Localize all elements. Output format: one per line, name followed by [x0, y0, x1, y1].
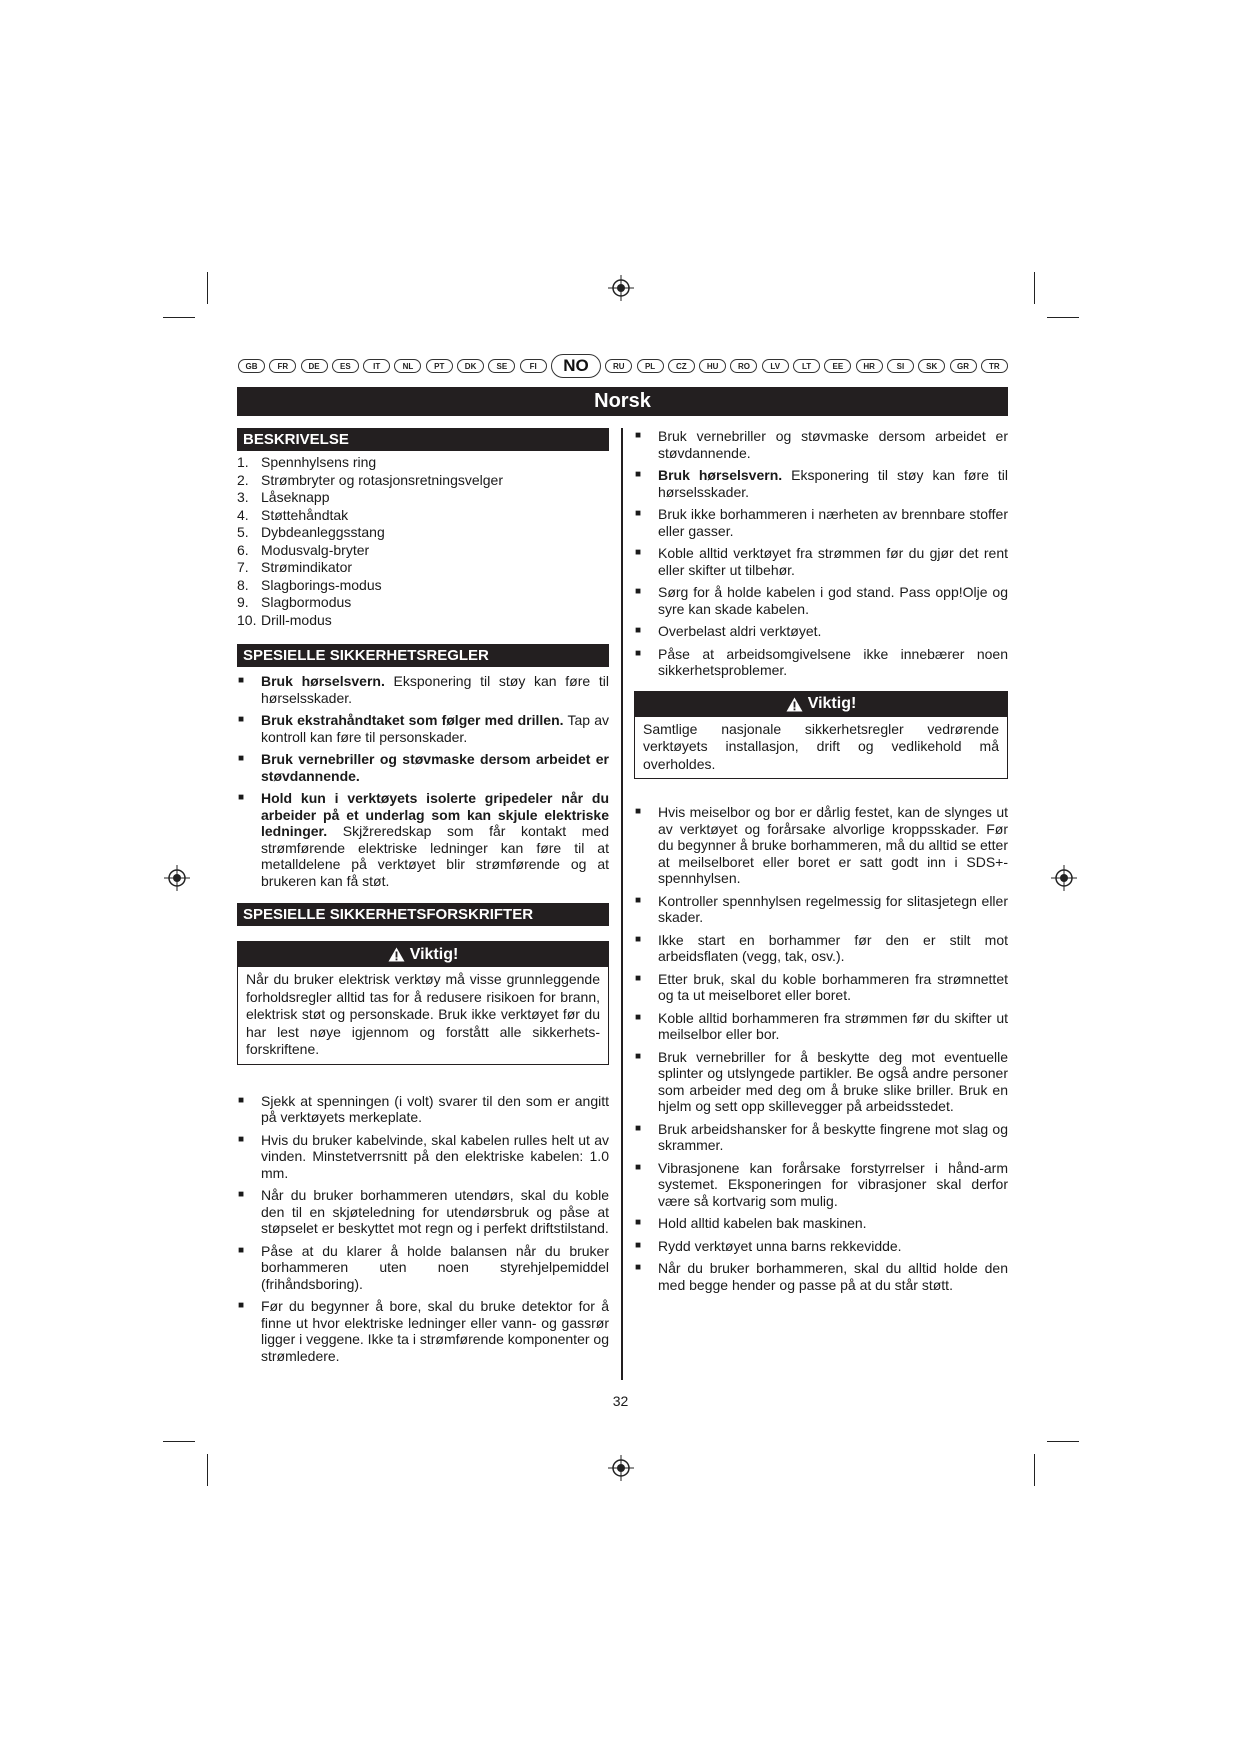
item-label: Strømbryter og rotasjonsretningsvelger	[261, 471, 503, 488]
language-gb[interactable]: GB	[238, 359, 265, 373]
warning-title: Viktig!	[409, 945, 459, 963]
item-text: Sørg for å holde kabelen i god stand. Pass opp!Olje og syre kan skade kabelen.	[658, 584, 1008, 617]
language-sk[interactable]: SK	[918, 359, 945, 373]
item-number: 1.	[237, 454, 249, 470]
item-number: 9.	[237, 594, 249, 610]
list-item	[237, 673, 609, 706]
list-item	[237, 712, 609, 745]
warning-triangle-icon	[786, 697, 803, 712]
list-item	[237, 524, 609, 542]
list-item: ■ Hvis du bruker kabelvinde, skal kabelen rulles helt ut av vinden. Minstetverrsnitt på den elektriske kabelen: 1.0 mm.	[237, 1132, 609, 1182]
item-number: 10.	[237, 611, 257, 628]
list-item: ■ Før du begynner å bore, skal du bruke detektor for å finne ut hvor elektriske ledninger eller vann- og gassrør ligger i veggene. Ikke ta i strømførende komponenter og strømledere.	[237, 1298, 609, 1364]
language-fr[interactable]: FR	[269, 359, 296, 373]
page-number: 32	[612, 1393, 629, 1409]
item-label: Drill-modus	[261, 611, 332, 628]
item-text: Skjžreredskap som får kontakt med strømførende elektriske ledninger kan føre til at metalldelene på verktøyet blir strømførende og at brukeren kan få støt.	[261, 823, 609, 889]
item-text: Eksponering til støy kan føre til hørselsskader.	[261, 673, 609, 706]
list-item: ■ Etter bruk, skal du koble borhammeren fra strømnettet og ta ut meiselboret eller boret.	[634, 971, 1008, 1004]
list-item	[634, 584, 1008, 617]
right-column	[634, 428, 1008, 1299]
list-item: ■ Når du bruker borhammeren, skal du alltid holde den med begge hender og passe på at du står støtt.	[634, 1260, 1008, 1293]
list-item	[237, 507, 609, 525]
language-pt[interactable]: PT	[426, 359, 453, 373]
list-item	[634, 506, 1008, 539]
warning-triangle-icon	[388, 947, 405, 962]
item-number: 7.	[237, 559, 249, 575]
item-label: Slagbormodus	[261, 594, 352, 610]
registration-mark-icon	[1051, 865, 1077, 891]
item-label: Støttehåndtak	[261, 506, 349, 523]
language-fi[interactable]: FI	[520, 359, 547, 373]
bold-lead: Bruk hørselsvern.	[261, 673, 385, 689]
crop-mark	[1034, 1454, 1035, 1486]
list-item	[237, 472, 609, 490]
list-item	[237, 594, 609, 612]
language-cz[interactable]: CZ	[668, 359, 695, 373]
language-lt[interactable]: LT	[793, 359, 820, 373]
language-dk[interactable]: DK	[457, 359, 484, 373]
language-ro[interactable]: RO	[730, 359, 757, 373]
registration-mark-icon	[608, 275, 634, 301]
list-item: ■ Vibrasjonene kan forårsake forstyrrelser i hånd-arm systemet. Eksponeringen for vibrasjoner skal derfor være så kortvarig som mulig.	[634, 1160, 1008, 1210]
bold-lead: Bruk ekstrahåndtaket som følger med drillen.	[261, 712, 564, 728]
list-item: ■ Bruk arbeidshansker for å beskytte fingrene mot slag og skrammer.	[634, 1121, 1008, 1154]
bold-lead: Hold kun i verktøyets isolerte gripedeler når du arbeider på et underlag som kan skjule elektriske ledninger.	[261, 790, 609, 839]
item-number: 2.	[237, 471, 249, 488]
page-title: Norsk	[237, 387, 1008, 416]
list-item	[237, 751, 609, 784]
language-no[interactable]: NO	[551, 354, 601, 378]
crop-mark	[163, 1441, 195, 1442]
list-item: ■ Bruk vernebriller for å beskytte deg mot eventuelle splinter og utslyngede partikler. Be også andre personer som arbeider med deg om å bruke slike briller. Bruk en hjelm og sett opp skillevegger på arbeidsstedet.	[634, 1049, 1008, 1115]
right-instructions-list	[634, 428, 1008, 679]
registration-mark-icon	[164, 865, 190, 891]
list-item: ■ Rydd verktøyet unna barns rekkevidde.	[634, 1238, 1008, 1255]
language-si[interactable]: SI	[887, 359, 914, 373]
item-label: Strømindikator	[261, 559, 353, 575]
safety-rules-list	[237, 673, 609, 889]
item-number: 5.	[237, 524, 249, 540]
item-number: 8.	[237, 576, 249, 593]
language-de[interactable]: DE	[301, 359, 328, 373]
language-tr[interactable]: TR	[981, 359, 1008, 373]
registration-mark-icon	[608, 1455, 634, 1481]
language-selector	[238, 353, 1008, 379]
item-text: Eksponering til støy kan føre til hørselsskader.	[658, 467, 1008, 500]
list-item	[237, 790, 609, 889]
column-divider	[621, 428, 623, 1380]
crop-mark	[1047, 1441, 1079, 1442]
item-label: Spennhylsens ring	[261, 454, 377, 470]
section-heading-regler: SPESIELLE SIKKERHETSREGLER	[237, 644, 609, 667]
language-pl[interactable]: PL	[637, 359, 664, 373]
crop-mark	[207, 1454, 208, 1486]
language-se[interactable]: SE	[488, 359, 515, 373]
bold-lead: Bruk hørselsvern.	[658, 467, 783, 483]
crop-mark	[163, 317, 195, 318]
section-heading-beskrivelse: BESKRIVELSE	[237, 428, 609, 451]
list-item: ■ Ikke start en borhammer før den er stilt mot arbeidsflaten (vegg, tak, osv.).	[634, 932, 1008, 965]
item-label: Slagborings-modus	[261, 576, 382, 593]
left-column	[237, 428, 609, 1370]
item-number: 4.	[237, 506, 249, 523]
list-item	[634, 646, 1008, 679]
language-hu[interactable]: HU	[699, 359, 726, 373]
language-gr[interactable]: GR	[950, 359, 977, 373]
item-text: Bruk vernebriller og støvmaske dersom arbeidet er støvdannende.	[658, 428, 1008, 461]
component-list	[237, 454, 609, 629]
warning-box	[634, 691, 1008, 780]
item-label: Låseknapp	[261, 489, 330, 505]
crop-mark	[207, 272, 208, 304]
item-number: 3.	[237, 489, 249, 505]
crop-mark	[1047, 317, 1079, 318]
language-it[interactable]: IT	[363, 359, 390, 373]
language-hr[interactable]: HR	[856, 359, 883, 373]
language-nl[interactable]: NL	[394, 359, 421, 373]
item-text: Påse at arbeidsomgivelsene ikke innebærer noen sikkerhetsproblemer.	[658, 645, 1008, 678]
list-item	[237, 542, 609, 560]
warning-title: Viktig!	[807, 695, 857, 712]
language-ru[interactable]: RU	[605, 359, 632, 373]
list-item: ■ Kontroller spennhylsen regelmessig for slitasjetegn eller skader.	[634, 893, 1008, 926]
item-number: 6.	[237, 541, 249, 558]
language-es[interactable]: ES	[332, 359, 359, 373]
list-item	[634, 545, 1008, 578]
list-item: ■ Hvis meiselbor og bor er dårlig festet, kan de slynges ut av verktøyet og forårsake alvorlige kroppsskader. Før du begynner å bruke borhammeren, må du alltid se etter at meilselboret eller boret er satt godt inn i SDS+-spennhylsen.	[634, 804, 1008, 887]
list-item: ■ Påse at du klarer å holde balansen når du bruker borhammeren uten noen styrehjelpemiddel (frihåndsboring).	[237, 1243, 609, 1293]
right-instructions-list-2	[634, 804, 1008, 1293]
list-item	[237, 612, 609, 630]
list-item	[237, 489, 609, 507]
item-text: Bruk ikke borhammeren i nærheten av brennbare stoffer eller gasser.	[658, 506, 1008, 539]
list-item	[237, 559, 609, 577]
warning-text: Samtlige nasjonale sikkerhetsregler vedrørende verktøyets installasjon, drift og vedlikehold må overholdes.	[643, 720, 999, 772]
item-text: Tap av kontroll kan føre til personskader.	[261, 712, 609, 745]
item-label: Modusvalg-bryter	[261, 541, 370, 558]
list-item	[237, 577, 609, 595]
safety-instructions-list	[237, 1093, 609, 1365]
language-ee[interactable]: EE	[824, 359, 851, 373]
list-item: ■ Hold alltid kabelen bak maskinen.	[634, 1215, 1008, 1232]
item-text: Koble alltid verktøyet fra strømmen før du gjør det rent eller skifter ut tilbehør.	[658, 545, 1008, 578]
bold-lead: Bruk vernebriller og støvmaske dersom arbeidet er støvdannende.	[261, 751, 609, 784]
section-heading-forskrifter: SPESIELLE SIKKERHETSFORSKRIFTER	[237, 903, 609, 926]
item-label: Dybdeanleggsstang	[261, 524, 385, 540]
list-item	[634, 467, 1008, 500]
language-lv[interactable]: LV	[762, 359, 789, 373]
crop-mark	[1034, 272, 1035, 304]
list-item	[634, 623, 1008, 640]
list-item: ■ Sjekk at spenningen (i volt) svarer til den som er angitt på verktøyets merkeplate.	[237, 1093, 609, 1126]
list-item: ■ Når du bruker borhammeren utendørs, skal du koble den til en skjøteledning for utendørsbruk og påse at støpselet er beskyttet mot regn og i perfekt driftstilstand.	[237, 1187, 609, 1237]
item-text: Overbelast aldri verktøyet.	[658, 623, 822, 639]
list-item	[634, 428, 1008, 461]
list-item: ■ Koble alltid borhammeren fra strømmen før du skifter ut meilselbor eller bor.	[634, 1010, 1008, 1043]
list-item	[237, 454, 609, 472]
warning-box	[237, 941, 609, 1065]
warning-text: Når du bruker elektrisk verktøy må visse grunnleggende forholdsregler alltid tas for å redusere risikoen for brann, elektrisk støt og personskade. Bruk ikke verktøyet før du har lest nøye igjennom og forstått alle sikkerhets-forskriftene.	[246, 971, 600, 1057]
